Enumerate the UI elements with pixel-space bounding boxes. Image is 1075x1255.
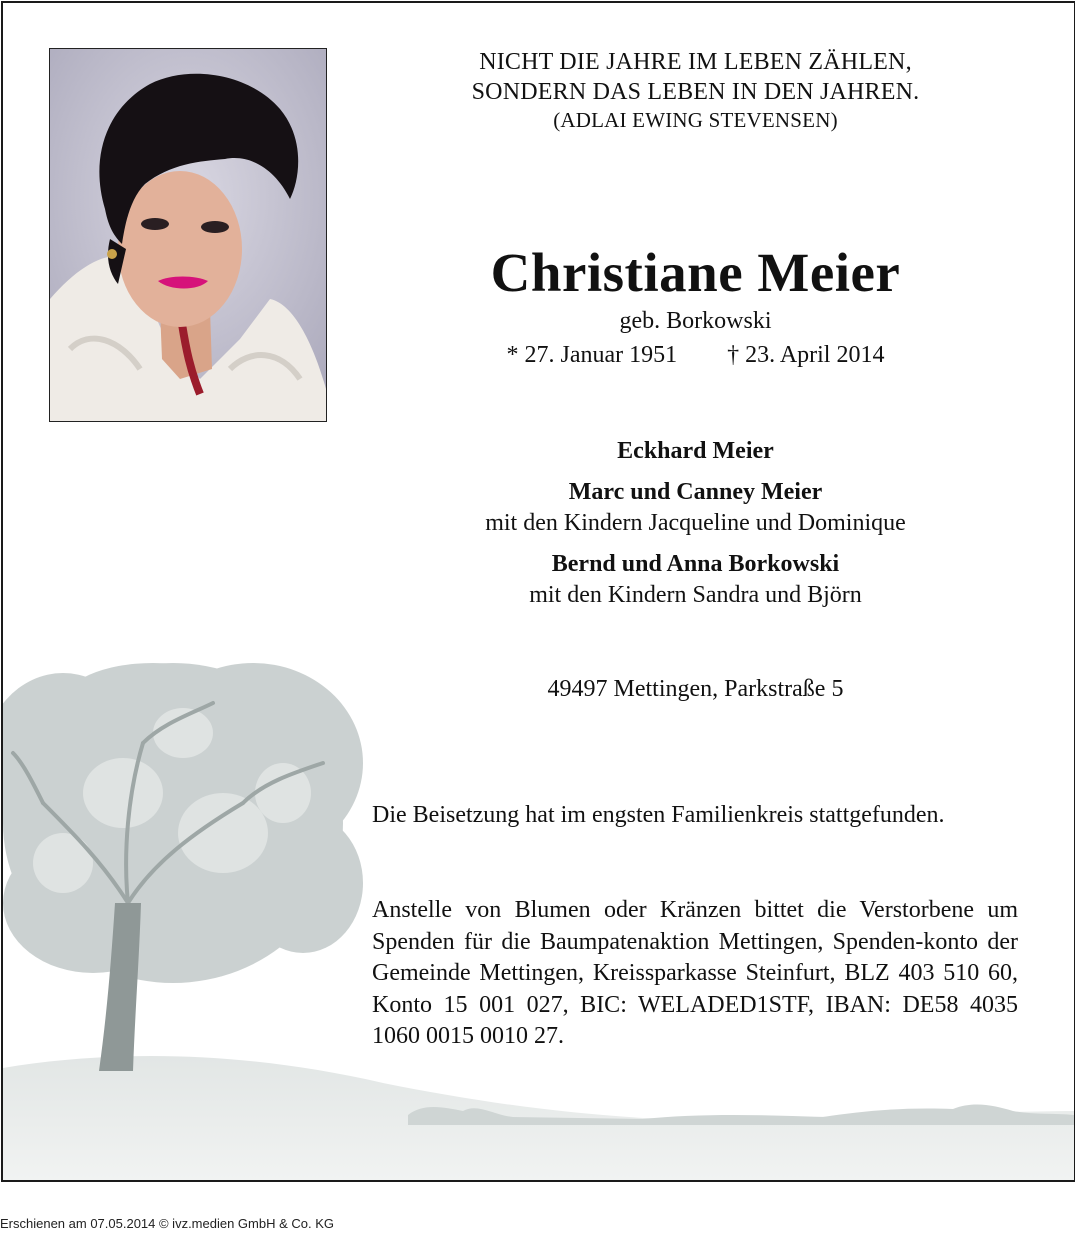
portrait-photo <box>49 48 327 422</box>
mourner-husband: Eckhard Meier <box>617 438 774 464</box>
motto-line-2: SONDERN DAS LEBEN IN DEN JAHREN. <box>471 79 920 105</box>
burial-note: Die Beisetzung hat im engsten Familienkreis stattgefunden. <box>372 802 945 828</box>
life-dates <box>373 340 1018 370</box>
death-date: † 23. April 2014 <box>727 342 885 368</box>
obituary-card <box>1 1 1075 1182</box>
motto-source: (ADLAI EWING STEVENSEN) <box>553 108 838 132</box>
mourner-son-family: Marc und Canney Meier <box>568 479 823 505</box>
mourner-sibling-family: Bernd und Anna Borkowski <box>551 551 840 577</box>
deceased-name: Christiane Meier <box>490 242 901 303</box>
family-address: 49497 Mettingen, Parkstraße 5 <box>547 676 844 702</box>
motto-quote <box>373 47 1018 133</box>
mourner-son-children: mit den Kindern Jacqueline und Dominique <box>485 510 906 536</box>
birth-name: geb. Borkowski <box>619 308 772 334</box>
donation-note: Anstelle von Blumen oder Kränzen bittet die Verstorbene um Spenden für die Baumpatenaktion Mettingen, Spenden-konto der Gemeinde Mettingen, Kreissparkasse Steinfurt, BLZ 403 510 60, Konto 15 001 027, BIC: WELADED1STF, IBAN: DE58 4035 1060 0015 0010 27. <box>372 897 1018 1049</box>
mourners-list <box>373 436 1018 621</box>
motto-line-1: NICHT DIE JAHRE IM LEBEN ZÄHLEN, <box>479 49 912 75</box>
birth-date: * 27. Januar 1951 <box>506 342 678 368</box>
publication-footer: Erschienen am 07.05.2014 © ivz.medien GmbH & Co. KG <box>0 1216 335 1231</box>
mourner-sibling-children: mit den Kindern Sandra und Björn <box>529 582 862 608</box>
